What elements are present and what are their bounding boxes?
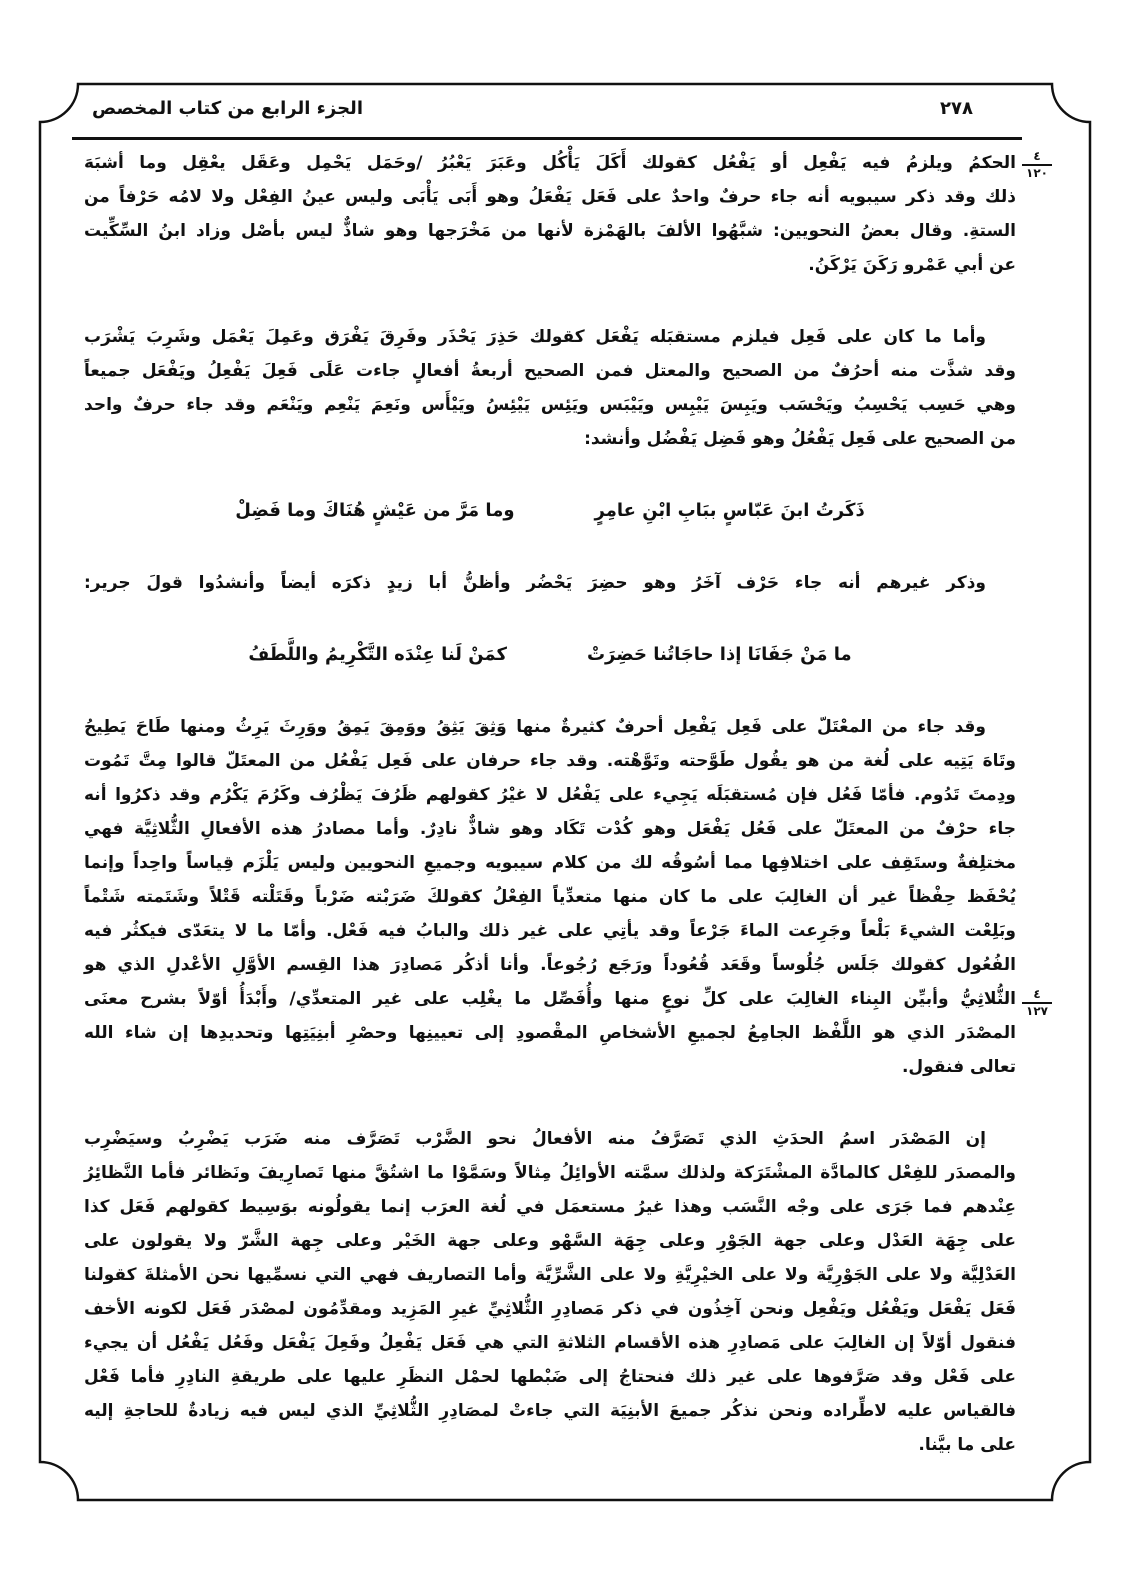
text-line: وأما ما كان على فَعِل فيلزم مستقبَله يَفْعَل كقولك حَذِرَ يَحْذَر وفَرِقَ يَفْرَق وعَمِلَ يَعْمَل وشَرِبَ يَشْرَب (84, 327, 986, 347)
margin-reference-volume: ٤ (1033, 149, 1041, 163)
running-header-title: الجزء الرابع من كتاب المخصص (92, 98, 363, 119)
body-text (84, 146, 1016, 1500)
poetry-verse (84, 638, 1016, 672)
verse-hemistich-right: ذَكَرتُ ابنَ عَبّاسٍ ببَابِ ابْنِ عامِرٍ (594, 500, 865, 521)
text-line: يُحْفَظ حِفْظاً غير أن الغالِبَ على ما كان منها متعدِّياً الفِعْلُ كقولكَ ضَرَبْته ضَرْباً وقَتَلْته قَتْلاً وشَتَمته شَتْماً (84, 887, 1016, 907)
text-line: على فَعْل وقد صَرَّفوها على غير ذلك فنحتاجُ إلى ضَبْطها لحمْل النظَرِ عليها على طريقةِ النادِرِ فأما فَعْل (84, 1367, 1016, 1387)
text-line: من الصحيح على فَعِل يَفْعُلُ وهو فَضِل يَفْضُل وأنشد: (584, 429, 1016, 449)
text-line: ذلك وقد ذكر سيبويه أنه جاء حرفٌ واحدٌ على فَعَل يَفْعَلُ وهو أَبَى يَأْبَى وليس عينُ الفِعْل ولا لامُه حَرْفاً من (84, 187, 1016, 207)
text-line: فَعَل يَفْعَل ويَفْعُل ويَفْعِل ونحن آخِذُون في ذكر مَصادِرِ الثُّلاثِيِّ غيرِ المَزِيد ومقدِّمُون لمصْدَر فَعَل لكونه الأخف (84, 1299, 1016, 1319)
text-line: ودِمتَ تَدُوم. فأمّا فَعُل فإن مُستقبَلَه يَجِيء على يَفْعُل لا غيْرُ كقولهم ظَرُفَ يَظْرُف وكَرُمَ يَكْرُم وقد ذكرُوا أنه (84, 785, 1016, 805)
text-line: تعالى فنقول. (901, 1057, 1016, 1077)
paragraph (84, 320, 1016, 456)
text-line: المصْدَر الذي هو اللَّفْظ الجامِعُ لجميعِ الأشخاصِ المقْصودِ إلى تعيينِها وحصْرِ أبنِيَتِها وتحديدِها إن شاء الله (84, 1023, 1016, 1043)
paragraph (84, 1122, 1016, 1462)
header-rule (72, 137, 1022, 140)
text-line: وتَاهَ يَتِيه على لُغة من هو يقُول طَوَّحته وتَوَّهْته. وقد جاء حرفان على فَعِل يَفْعُل من المعتَلّ قالوا مِتَّ تَمُوت (84, 751, 1016, 771)
text-line: وقد جاء من المعْتَلّ على فَعِل يَفْعِل أحرفٌ كثيرةٌ منها وَثِقَ يَثِقُ ووَمِقَ يَمِقُ ووَرِثَ يَرِثُ ومنها طَاحَ يَطِيحُ (84, 717, 986, 737)
text-line: على جِهَة العَدْل وعلى جهة الجَوْرِ وعلى جِهَة السَّهْو وعلى جهة الخَيْر وعلى جِهة الشَّرّ ولا يقولون على (84, 1231, 1016, 1251)
paragraph (84, 566, 1016, 600)
page-number: ٢٧٨ (940, 98, 973, 119)
text-line: والمصدَر للفِعْل كالمادَّة المشْتَرَكة ولذلك سمَّته الأوائِلُ مِثالاً وسَمَّوْا ما اشتُقَّ منها تَصارِيفَ ونَظائر فأما النَّظائِرُ (84, 1163, 1016, 1183)
margin-reference-volume: ٤ (1033, 987, 1041, 1001)
text-line: الحكمُ ويلزمُ فيه يَفْعِل أو يَفْعُل كقولك أَكَلَ يَأْكُل وعَبَرَ يَعْبُرُ /وحَمَل يَحْمِل وعَقَل يعْقِل وما أشبَهَ (84, 153, 1016, 173)
paragraph (84, 710, 1016, 1084)
poetry-verse (84, 494, 1016, 528)
margin-reference-2 (1022, 988, 1052, 1018)
verse-hemistich-left: كمَنْ لَنا عِنْدَه التَّكْرِيمُ واللَّطَفُ (248, 644, 507, 665)
text-line: عن أبي عَمْرو رَكَنَ يَرْكَنُ. (808, 255, 1016, 275)
text-line: وقد شذَّت منه أحرُفٌ من الصحيح والمعتل فمن الصحيح أربعةُ أفعالٍ جاءت عَلَى فَعِلَ يَفْعِلُ ويَفْعَل جميعاً (84, 361, 1016, 381)
text-line: على ما بيَّنا. (918, 1435, 1016, 1455)
margin-reference-1 (1022, 150, 1052, 180)
text-line: وهي حَسِب يَحْسِبُ ويَحْسَب ويَبِسَ يَيْبِس ويَيْبَس ويَئِس يَيْئِسُ ويَيْأَس ونَعِمَ يَنْعِم ويَنْعَم وقد جاء حرفٌ واحد (84, 395, 1016, 415)
text-line: الثُّلاثِيُّ وأبيِّن البِناء الغالِبَ على كلِّ نوعٍ منها وأُفَصِّل ما يغْلِب على غير المتعدِّي/ وأَبْدَأُ أوّلاً بشرح معنَى (84, 989, 1016, 1009)
text-line: جاء حرْفٌ من المعتَلّ على فَعُل يَفْعَل وهو كُدْت تَكَاد وهو شاذٌّ نادِرٌ. وأما مصادرُ هذه الأفعالِ الثُّلاثِيَّة فهي (84, 819, 1016, 839)
text-line: الستةِ. وقال بعضُ النحويين: شبَّهُوا الألفَ بالهَمْزة لأنها من مَخْرَجها وهو شاذٌّ ليس بأصْل وزاد ابنُ السِّكِّيت (84, 221, 1016, 241)
text-line: الفُعُول كقولك جَلَس جُلُوساً وقَعَد قُعُوداً ورَجَع رُجُوعاً. وأنا أذكُر مَصادِرَ هذا القِسم الأوَّلِ الأعْدلِ الذي هو (84, 955, 1016, 975)
text-line: مختلِفةٌ وستَقِف على اختلافِها مما أسُوقُه لك من كلام سيبويه وجميعِ النحويين وليس يَلْزَم قِياساً واحِداً وإنما (84, 853, 1016, 873)
verse-hemistich-left: وما مَرَّ من عَيْشٍ هُنَاكَ وما فَضِلْ (235, 500, 515, 521)
text-line: العَدْلِيَّة ولا على الجَوْرِيَّة ولا على الخيْرِيَّةِ ولا على الشَّرِّيَّة وأما التصاريف فهي التي نسمِّيها نحن الأمثلةَ كقولنا (84, 1265, 1016, 1285)
text-line: إن المَصْدَر اسمُ الحدَثِ الذي تَصَرَّفُ منه الأفعالُ نحو الضَّرْب تَصَرَّف منه ضَرَب يَضْرِبُ وسيَضْرِب (84, 1129, 986, 1149)
text-line: عِنْدهم فما جَرَى على وجْه النَّسَب وهذا غيرُ مستعمَل في لُغة العرَب إنما يقولُونه بوَسِيط كقولهم فَعَل كذا (84, 1197, 1016, 1217)
verse-hemistich-right: ما مَنْ جَفَانَا إذا حاجَاتُنا حَضِرَتْ (586, 644, 852, 665)
text-line: فالقياس عليه لاطِّراده ونحن نذكُر جميعَ الأبنِيَة التي جاءتْ لمصَادِرِ الثُّلاثِيِّ الذي ليس فيه زيادةٌ للحاجةِ إليه (84, 1401, 1016, 1421)
margin-reference-page: ١٢٠ (1026, 166, 1048, 180)
text-line: وبَلِعْت الشيءَ بَلْعاً وجَرِعت الماءَ جَرْعاً وقد يأتِي على غير ذلك والبابُ فيه فَعْل. وأمّا ما لا يتعَدّى فيكثُر فيه (84, 921, 1016, 941)
paragraph (84, 146, 1016, 282)
text-line: فنقول أوّلاً إن الغالِبَ على مَصادِرِ هذه الأقسام الثلاثةِ التي هي فَعَل يَفْعِلُ وفَعِلَ يَفْعَل وفَعُل يَفْعُل أن يجيء (84, 1333, 1016, 1353)
margin-reference-page: ١٢٧ (1026, 1004, 1048, 1018)
text-line: وذكر غيرهم أنه جاء حَرْف آخَرُ وهو حضِرَ يَحْضُر وأظنُّ أبا زيدٍ ذكرَه أيضاً وأنشدُوا قولَ جرير: (84, 573, 986, 593)
